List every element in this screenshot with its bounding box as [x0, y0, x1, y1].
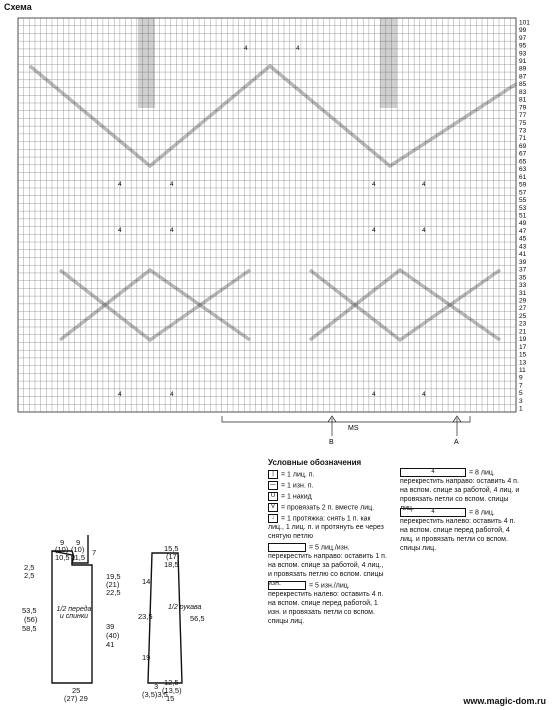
cable-marker-label: 4 — [118, 227, 122, 234]
front-top-label-3: (10) — [55, 545, 69, 554]
sleeve-top-label-3: 18,5 — [164, 560, 179, 569]
sleeve-bottom-label-2: (13,5) — [162, 686, 182, 695]
marker-b: B — [329, 439, 334, 446]
cable-marker-label: 4 — [422, 181, 426, 188]
cable-stripe — [380, 18, 397, 108]
front-right-label-1: 19,5 — [106, 572, 121, 581]
row-number: 11 — [519, 367, 526, 375]
cable-marker-label: 4 — [422, 227, 426, 234]
cable-marker-label: 4 — [170, 181, 174, 188]
row-number: 79 — [519, 104, 527, 112]
b-arrow — [328, 416, 336, 436]
front-left-label-4: (56) — [24, 615, 38, 624]
row-number: 1 — [519, 405, 523, 413]
sleeve-top-label-2: (17) — [166, 552, 180, 561]
cable-marker-label: 4 — [118, 391, 122, 398]
row-number: 87 — [519, 73, 527, 81]
row-number: 37 — [519, 266, 527, 274]
front-top-label-7: 7 — [92, 548, 97, 557]
sleeve-bottom-label-3: 15 — [166, 694, 175, 703]
row-number: 81 — [519, 96, 527, 104]
cable-stripe — [138, 18, 155, 108]
row-number: 85 — [519, 81, 527, 89]
row-number: 27 — [519, 305, 527, 313]
row-number: 63 — [519, 166, 527, 174]
front-right-label-5: (40) — [106, 631, 120, 640]
row-number: 41 — [519, 251, 527, 259]
marker-a: A — [454, 439, 459, 446]
row-number: 47 — [519, 227, 527, 235]
row-number: 73 — [519, 127, 527, 135]
row-number: 69 — [519, 142, 527, 150]
front-top-label-2: 9 — [76, 538, 81, 547]
legend-item-k2tog: V = провязать 2 п. вместе лиц. — [268, 503, 388, 512]
front-right-label-6: 41 — [106, 640, 115, 649]
front-bottom-label-1: 25 — [72, 686, 81, 695]
row-number: 75 — [519, 119, 527, 127]
row-number: 7 — [519, 382, 523, 390]
row-number: 65 — [519, 158, 527, 166]
row-number: 67 — [519, 150, 527, 158]
row-number: 95 — [519, 42, 527, 50]
row-number: 61 — [519, 173, 527, 181]
row-number: 23 — [519, 320, 527, 328]
sleeve-center-label: 1/2 рукава — [168, 604, 202, 611]
row-number: 33 — [519, 282, 527, 290]
row-number: 55 — [519, 197, 527, 205]
cable-marker-label: 4 — [372, 227, 376, 234]
row-number: 13 — [519, 359, 527, 367]
legend-item-cross-right-5: = 5 лиц./изн. перекрестить направо: оставить 1 п. на вспом. спице за работой, 4 лиц., и провязать петлю со вспом. спицы изн. — [268, 544, 387, 588]
row-number: 19 — [519, 336, 527, 344]
front-top-label-6: 11,5 — [71, 553, 86, 562]
cable-marker-label: 4 — [118, 181, 122, 188]
a-arrow — [453, 416, 461, 436]
row-number: 5 — [519, 390, 523, 398]
row-number: 99 — [519, 27, 527, 35]
row-number: 97 — [519, 34, 527, 42]
row-number: 21 — [519, 328, 527, 336]
row-number: 9 — [519, 374, 523, 382]
row-number: 71 — [519, 135, 527, 143]
marker-ms: MS — [348, 425, 359, 432]
cable-marker-label: 4 — [372, 181, 376, 188]
front-left-label-1: 2,5 — [24, 563, 35, 572]
sleeve-left-label-1: 14 — [142, 577, 151, 586]
row-number: 29 — [519, 297, 527, 305]
cable-marker-label: 4 — [296, 45, 300, 52]
row-number: 93 — [519, 50, 527, 58]
legend-title: Условные обозначения — [268, 458, 362, 467]
site-url: www.magic-dom.ru — [463, 696, 546, 706]
front-left-label-5: 58,5 — [22, 624, 37, 633]
cable-marker-label: 4 — [244, 45, 248, 52]
legend-item-purl: — = 1 изн. п. — [270, 482, 314, 490]
row-number: 17 — [519, 343, 527, 351]
front-left-label-2: 2,5 — [24, 571, 35, 580]
front-top-label-4: (10) — [71, 545, 85, 554]
ms-bracket — [222, 416, 470, 422]
chart-title: Схема — [4, 2, 32, 12]
sleeve-left-label-2: 23,5 — [138, 612, 153, 621]
row-number: 15 — [519, 351, 527, 359]
legend-item-yarnover: U = 1 накид — [268, 492, 368, 501]
row-number: 83 — [519, 88, 527, 96]
legend-item-cross-left-5: = 5 изн./лиц. перекрестить налево: оставить 4 п. на вспом. спице перед работой, 1 изн. и провязать петли со вспом. спицы лиц. — [268, 582, 384, 626]
row-number: 49 — [519, 220, 527, 228]
sleeve-bottom-label-1: 12,5 — [164, 678, 179, 687]
row-number: 53 — [519, 204, 527, 212]
front-top-label-5: 10,5 — [55, 553, 70, 562]
row-number: 45 — [519, 235, 527, 243]
row-number: 43 — [519, 243, 527, 251]
cable-marker-label: 4 — [170, 391, 174, 398]
legend-item-skp: ↓ = 1 протяжка: снять 1 п. как лиц., 1 лиц. п. и протянуть ее через снятую петлю — [268, 515, 384, 541]
legend-item-knit: | = 1 лиц. п. — [268, 470, 368, 479]
row-number: 35 — [519, 274, 527, 282]
front-right-label-2: (21) — [106, 580, 120, 589]
front-center-label: 1/2 переда и спинки — [56, 606, 92, 620]
legend-item-cross-left-8: 4 = 8 лиц. перекрестить налево: оставить 4 п. на вспом. спице перед работой, 4 лиц. и провязать петли со вспом. спицы лиц. — [400, 509, 516, 553]
cable-marker-label: 4 — [422, 391, 426, 398]
front-bottom-label-2: (27) 29 — [64, 694, 88, 703]
row-number: 59 — [519, 181, 527, 189]
front-right-label-4: 39 — [106, 622, 115, 631]
row-number: 3 — [519, 397, 523, 405]
sleeve-bottom-left-label-2: (3,5)3,5 — [142, 690, 168, 699]
row-number: 91 — [519, 57, 527, 65]
row-number: 89 — [519, 65, 527, 73]
sleeve-bottom-left-label-1: 3 — [154, 682, 159, 691]
row-number: 57 — [519, 189, 527, 197]
pattern-outline — [0, 535, 260, 700]
sleeve-left-label-3: 19 — [142, 653, 151, 662]
row-number: 101 — [519, 19, 530, 27]
sleeve-right-label: 56,5 — [190, 614, 205, 623]
legend-item-cross-right-8: 4 = 8 лиц. перекрестить направо: оставить 4 п. на вспом. спице за работой, 4 лиц. и провязать петли со вспом. спицы лиц. — [400, 469, 520, 513]
cable-marker-label: 4 — [170, 227, 174, 234]
cable-marker-label: 4 — [372, 391, 376, 398]
front-left-label-3: 53,5 — [22, 606, 37, 615]
front-right-label-3: 22,5 — [106, 588, 121, 597]
row-number: 39 — [519, 258, 527, 266]
row-number: 77 — [519, 112, 527, 120]
sleeve-top-label-1: 15,5 — [164, 544, 179, 553]
row-number: 51 — [519, 212, 527, 220]
front-top-label-1: 9 — [60, 538, 65, 547]
row-number: 25 — [519, 312, 527, 320]
row-number: 31 — [519, 289, 527, 297]
